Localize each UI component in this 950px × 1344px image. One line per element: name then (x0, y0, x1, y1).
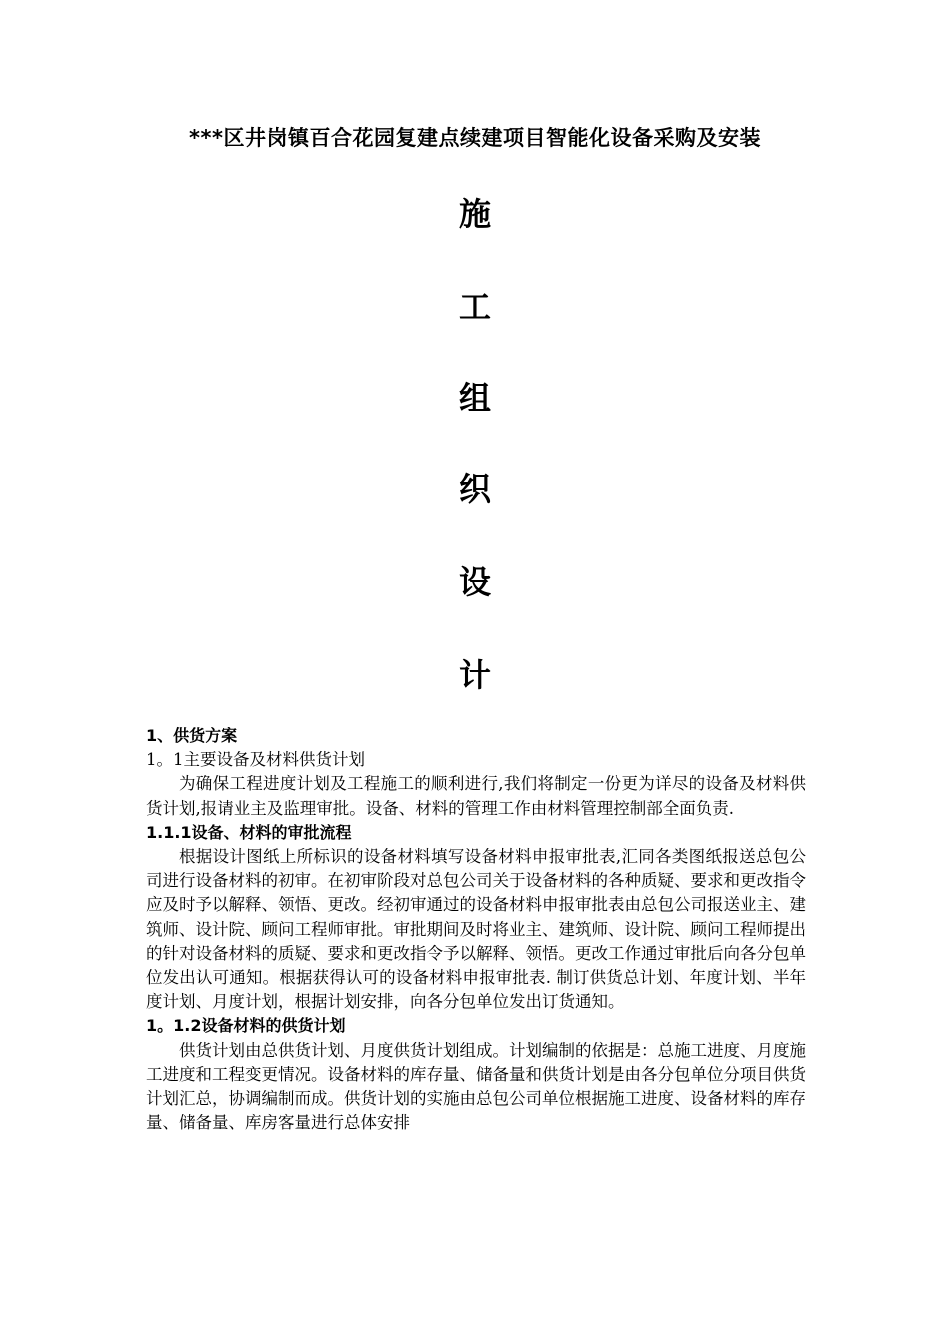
vertical-title-char-6: 计 (458, 656, 491, 694)
vertical-title-char-2: 工 (458, 288, 491, 326)
section-heading-1-1: 1。1主要设备及材料供货计划 (146, 750, 365, 770)
document-title: ***区井岗镇百合花园复建点续建项目智能化设备采购及安装 (189, 126, 761, 150)
paragraph-1-1: 为确保工程进度计划及工程施工的顺利进行,我们将制定一份更为详尽的设备及材料供货计划,报请业主及监理审批。设备、材料的管理工作由材料管理控制部全面负责. (146, 774, 806, 818)
paragraph-1-1-1: 根据设计图纸上所标识的设备材料填写设备材料申报审批表,汇同各类图纸报送总包公司进行设备材料的初审。在初审阶段对总包公司关于设备材料的各种质疑、要求和更改指令应及时予以解释、领悟、更改。经初审通过的设备材料申报审批表由总包公司报送业主、建筑师、设计院、顾问工程师审批。审批期间及时将业主、建筑师、设计院、顾问工程师提出的针对设备材料的质疑、要求和更改指令予以解释、领悟。更改工作通过审批后向各分包单位发出认可通知。根据获得认可的设备材料申报审批表. 制订供货总计划、年度计划、半年度计划、月度计划，根据计划安排，向各分包单位发出订货通知。 (146, 847, 806, 1012)
vertical-title-char-5: 设 (458, 563, 491, 601)
vertical-title-char-3: 组 (458, 379, 491, 417)
section-heading-1-1-2: 1。1.2设备材料的供货计划 (146, 1016, 346, 1036)
section-heading-1: 1、供货方案 (146, 726, 238, 745)
paragraph-1-1-2: 供货计划由总供货计划、月度供货计划组成。计划编制的依据是：总施工进度、月度施工进度和工程变更情况。设备材料的库存量、储备量和供货计划是由各分包单位分项目供货计划汇总，协调编制而成。供货计划的实施由总包公司单位根据施工进度、设备材料的库存量、储备量、库房客量进行总体安排 (146, 1040, 806, 1133)
section-heading-1-1-1: 1.1.1设备、材料的审批流程 (146, 822, 352, 842)
document-body (146, 724, 806, 1135)
vertical-title-char-4: 织 (458, 470, 491, 508)
vertical-title-char-1: 施 (458, 195, 491, 233)
